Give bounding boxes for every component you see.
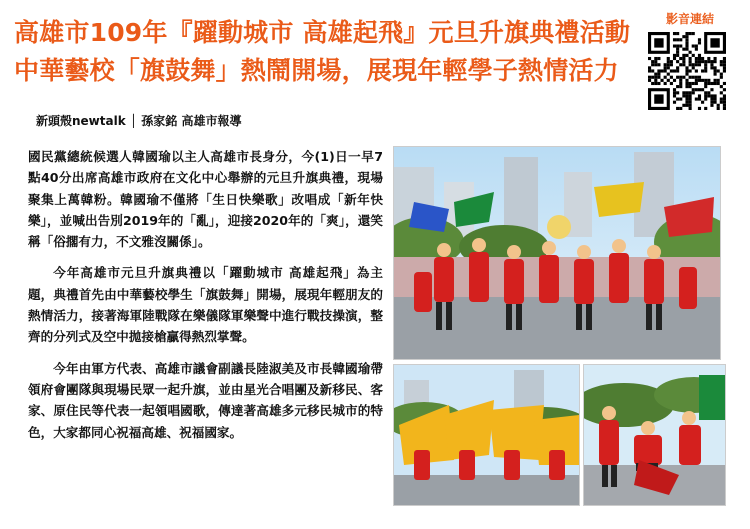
photo-flag-drum-dance [393, 146, 721, 360]
qr-label: 影音連結 [665, 12, 714, 26]
article-paragraph-1: 國民黨總統候選人韓國瑜以主人高雄市長身分，今(1)日一早7點40分出席高雄市政府在文化中心舉辦的元旦升旗典禮，現場聚集上萬韓粉。韓國瑜不僅將「生日快樂歌」改唱成「新年快樂」，並喊出告別2019年的「亂」，迎接2020年的「爽」，還笑稱「俗擱有力，不文雅沒關係」。 [28, 149, 383, 250]
headline-line-2: 中華藝校「旗鼓舞」熱鬧開場，展現年輕學子熱情活力 [14, 56, 619, 85]
article-paragraph-2: 今年高雄市元旦升旗典禮以「躍動城市 高雄起飛」為主題，典禮首先由中華藝校學生「旗鼓舞」開場，展現年輕朋友的熱情活力，接著海軍陸戰隊在樂儀隊軍樂聲中進行戰技操演，整齊的分列式及空中拋接槍贏得熱烈掌聲。 [28, 265, 383, 345]
photo-solo-dancer [583, 364, 726, 506]
article-paragraph-3: 今年由軍方代表、高雄市議會副議長陸淑美及市長韓國瑜帶領府會團隊與現場民眾一起升旗，並由星光合唱團及新移民、客家、原住民等代表一起領唱國歌，傳達著高雄多元移民城市的特色，大家都同心祝福高雄、祝福國家。 [28, 360, 383, 440]
qr-code[interactable] [648, 32, 726, 110]
byline: 新頭殼newtalk │ 孫家銘 高雄市報導 [36, 114, 242, 128]
headline [14, 14, 629, 90]
photo-golden-fan-dance [393, 364, 580, 506]
headline-line-1: 高雄市109年『躍動城市 高雄起飛』元旦升旗典禮活動 [14, 18, 631, 47]
article-body [28, 146, 383, 453]
qr-code-image [648, 32, 726, 110]
